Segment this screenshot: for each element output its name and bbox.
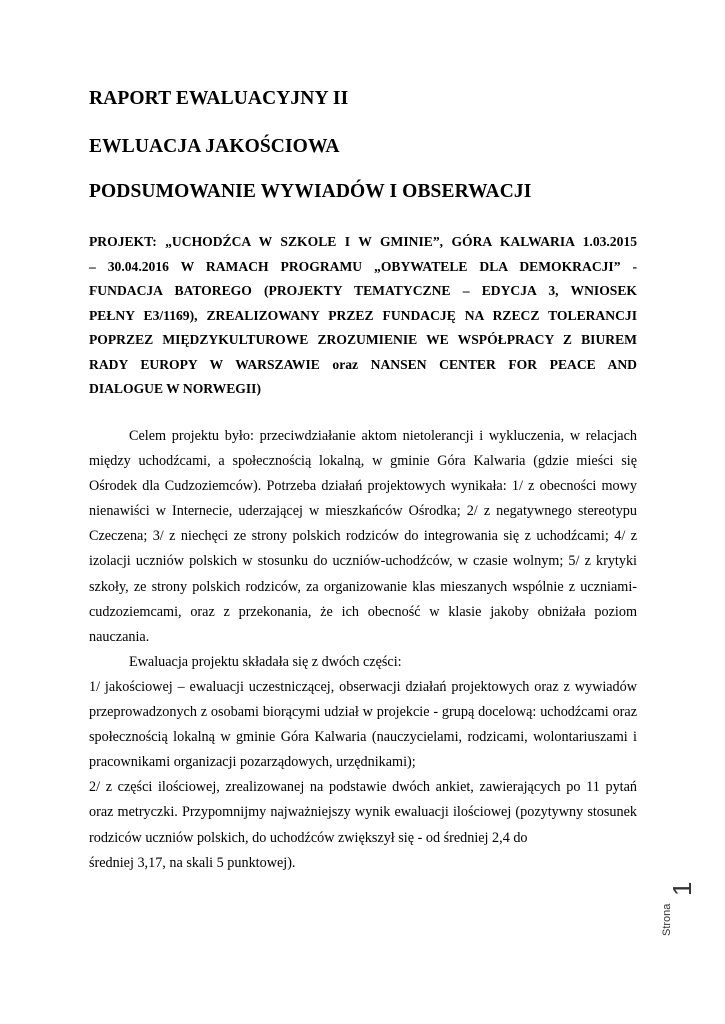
body-line: między uchodźcami, a społecznością lokalną, w gminie Góra Kalwaria (gdzie mieści się — [89, 453, 637, 470]
project-line: FUNDACJA BATOREGO (PROJEKTY TEMATYCZNE – EDYCJA 3, WNIOSEK — [89, 283, 637, 298]
page-label: Strona — [661, 903, 673, 936]
body-line: Ośrodek dla Cudzoziemców). Potrzeba działań projektowych wynikała: 1/ z obecności mowy — [89, 478, 637, 495]
body-line: 2/ z części ilościowej, zrealizowanej na podstawie dwóch ankiet, zawierających po 11 pytań — [89, 779, 637, 796]
body-line: nauczania. — [89, 628, 150, 645]
project-line: DIALOGUE W NORWEGII) — [89, 381, 261, 396]
body-line: nienawiści w Internecie, uderzającej w mieszkańców Ośrodka; 2/ z negatywnego stereotypu — [89, 503, 637, 520]
body-line: średniej 3,17, na skali 5 punktowej). — [89, 854, 296, 871]
project-line: PEŁNY E3/1169), ZREALIZOWANY PRZEZ FUNDACJĘ NA RZECZ TOLERANCJI — [89, 307, 637, 323]
project-line: – 30.04.2016 W RAMACH PROGRAMU „OBYWATELE DLA DEMOKRACJI” - — [89, 258, 637, 274]
body-line: izolacji uczniów polskich w stosunku do uczniów-uchodźców, w czasie wolnym; 5/ z krytyki — [89, 553, 637, 570]
project-line: POPRZEZ MIĘDZYKULTUROWE ZROZUMIENIE WE WSPÓŁPRACY Z BIUREM — [89, 332, 637, 347]
body-line: społecznością lokalną w gminie Góra Kalwaria (nauczycielami, rodzicami, wolontariuszami i — [89, 729, 637, 746]
project-line: RADY EUROPY W WARSZAWIE oraz NANSEN CENTER FOR PEACE AND — [89, 356, 637, 372]
body-line: Czeczena; 3/ z niechęci ze strony polskich rodziców do integrowania się z uchodźcami; 4/ z — [89, 528, 637, 545]
body-line: szkoły, ze strony polskich rodziców, za organizowanie klas mieszanych wspólnie z uczniami- — [89, 578, 637, 595]
body-line: oraz metryczki. Przypomnijmy najważniejszy wynik ewaluacji ilościowej (pozytywny stosunek — [89, 804, 637, 821]
body-line: Ewaluacja projektu składała się z dwóch części: — [129, 653, 402, 670]
report-section-heading: PODSUMOWANIE WYWIADÓW I OBSERWACJI — [89, 181, 532, 202]
report-title: RAPORT EWALUACYJNY II — [89, 88, 349, 109]
body-line: 1/ jakościowej – ewaluacji uczestniczącej, obserwacji działań projektowych oraz z wywiadów — [89, 678, 637, 695]
page-number: 1 — [667, 881, 697, 896]
body-line: rodziców uczniów polskich, do uchodźców zwiększył się - od średniej 2,4 do — [89, 829, 528, 846]
page-footer — [661, 870, 697, 940]
body-line: pracownikami organizacji pozarządowych, urzędnikami); — [89, 754, 416, 771]
body-paragraph-goals — [89, 424, 637, 876]
body-line: cudzoziemcami, oraz z przekonania, że ich obecność w klasie jakoby obniżała poziom — [89, 603, 637, 620]
project-line: PROJEKT: „UCHODŹCA W SZKOLE I W GMINIE”, GÓRA KALWARIA 1.03.2015 — [89, 234, 637, 249]
body-line: przeprowadzonych z osobami biorącymi udział w projekcie - grupą docelową: uchodźcami oraz — [89, 704, 637, 721]
project-description — [89, 230, 637, 402]
body-line: Celem projektu było: przeciwdziałanie aktom nietolerancji i wykluczenia, w relacjach — [129, 428, 637, 444]
report-subtitle: EWLUACJA JAKOŚCIOWA — [89, 136, 340, 157]
